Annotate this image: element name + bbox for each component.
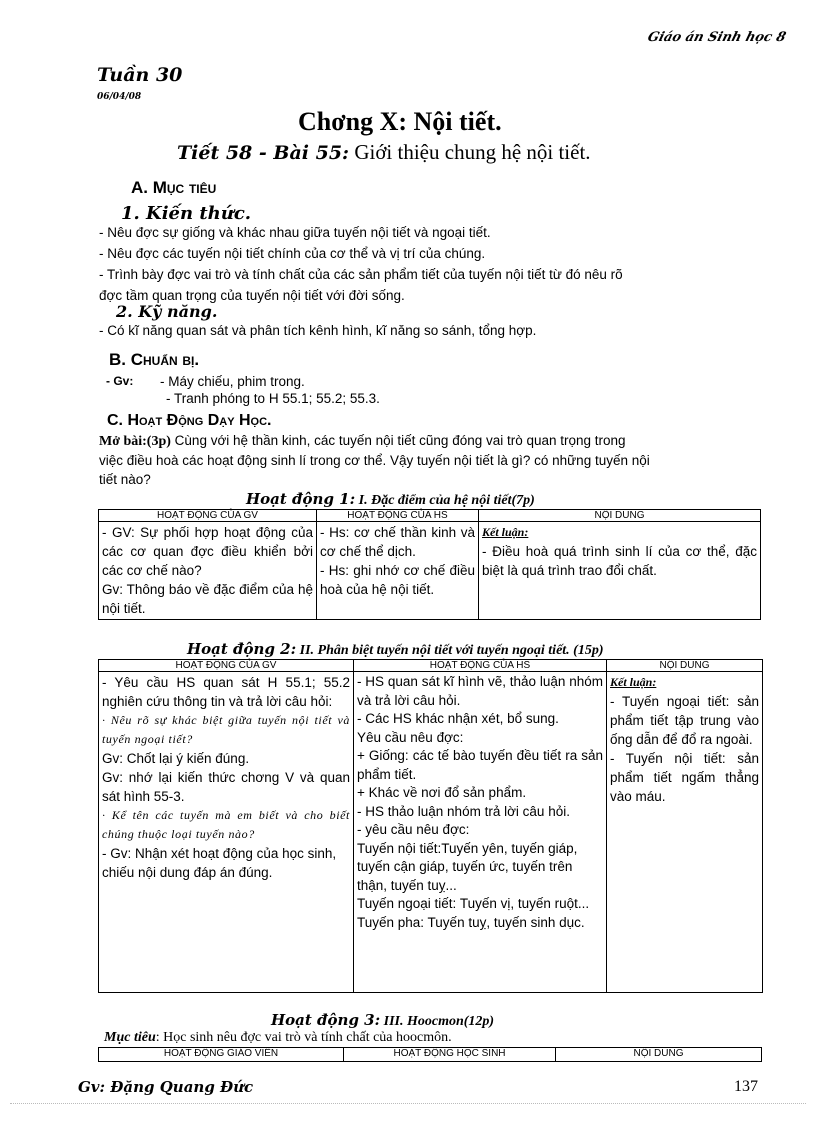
a2-conclusion-line: - Tuyến ngoại tiết: sản phẩm tiết tập trung vào ống dẫn để đổ ra ngoài.	[610, 694, 759, 747]
skills-line: - Có kĩ năng quan sát và phân tích kênh hình, kĩ năng so sánh, tổng hợp.	[99, 323, 537, 338]
page-divider	[10, 1103, 806, 1104]
a2-hs-line: - Các HS khác nhận xét, bổ sung.	[357, 711, 559, 726]
lesson-title	[177, 140, 591, 165]
chapter-title: Chơng X: Nội tiết.	[298, 107, 502, 136]
intro-line: việc điều hoà các hoạt động sinh lí trong cơ thể. Vậy tuyến nội tiết là gì? có những tuyến nội	[99, 453, 650, 468]
a1-conclusion-text: - Điều hoà quá trình sinh lí của cơ thể, đặc biệt là quá trình trao đổi chất.	[482, 544, 757, 578]
activity2-title	[187, 640, 604, 659]
activity1-rest: I. Đặc điểm của hệ nội tiết(7p)	[355, 493, 535, 508]
section-c-heading: C. Hoạt Động Dạy Học.	[107, 412, 272, 429]
a2-conclusion-label: Kết luận:	[610, 675, 657, 689]
section-b-heading: B. Chuẩn bị.	[109, 350, 200, 369]
a2-gv-question: · Kể tên các tuyến mà em biết và cho biết chúng thuộc loại tuyến nào?	[102, 808, 350, 841]
a2-header-content: NỘI DUNG	[607, 660, 763, 672]
activity3-prefix: Hoạt động 3:	[271, 1011, 381, 1029]
a2-hs-line: - yêu cầu nêu đợc:	[357, 822, 470, 837]
activity1-table	[98, 509, 761, 620]
skills-heading: 2. Kỹ năng.	[116, 302, 218, 321]
a2-gv-question: · Nêu rõ sự khác biệt giữa tuyến nội tiết và tuyến ngoại tiết?	[102, 713, 350, 746]
activity3-table	[98, 1047, 762, 1062]
header-top-right: Giáo án Sinh học 8	[645, 30, 788, 45]
knowledge-heading: 1. Kiến thức.	[121, 203, 252, 224]
a2-hs-line: Tuyến pha: Tuyến tuỵ, tuyến sinh dục.	[357, 914, 585, 930]
activity2-table	[98, 659, 763, 993]
a2-gv-line: - Gv: Nhận xét hoạt động của học sinh, chiếu nội dung đáp án đúng.	[102, 846, 337, 880]
footer-author: Gv: Đặng Quang Đức	[78, 1078, 254, 1096]
activity2-prefix: Hoạt động 2:	[187, 640, 297, 658]
a2-hs-line: + Khác về nơi đổ sản phẩm.	[357, 785, 527, 800]
intro-paragraph	[99, 431, 769, 489]
a1-header-gv: HOẠT ĐỘNG CỦA GV	[99, 510, 317, 522]
knowledge-line: - Nêu đợc các tuyến nội tiết chính của cơ thể và vị trí của chúng.	[99, 246, 486, 261]
a1-hs-line: - Hs: ghi nhớ cơ chế điều hoà của hệ nội tiết.	[320, 563, 475, 597]
a2-gv-line: Gv: Chốt lại ý kiến đúng.	[102, 751, 250, 766]
a1-hs-line: - Hs: cơ chế thần kinh và cơ chế thể dịch.	[320, 525, 475, 559]
activity3-goal-text: : Học sinh nêu đợc vai trò và tính chất của hoocmôn.	[155, 1030, 452, 1045]
lesson-prefix: Tiết 58 - Bài 55:	[177, 142, 350, 164]
a3-header-hs: HOẠT ĐỘNG HỌC SINH	[344, 1048, 556, 1062]
a1-gv-line: Gv: Thông báo về đặc điểm của hệ nội tiết.	[102, 582, 313, 616]
date-label: 06/04/08	[97, 92, 142, 102]
activity3-title	[271, 1011, 494, 1030]
lesson-name: Giới thiệu chung hệ nội tiết.	[354, 140, 591, 164]
a2-hs-line: Tuyến nội tiết:Tuyến yên, tuyến giáp, tuyến cận giáp, tuyến ức, tuyến trên thận, tuyến tuỵ...	[357, 840, 578, 893]
week-label: Tuần 30	[97, 64, 183, 86]
a2-conclusion-line: - Tuyến nội tiết: sản phẩm tiết ngấm thẳng vào máu.	[610, 751, 759, 804]
a2-hs-cell	[354, 672, 607, 993]
a1-conclusion-label: Kết luận:	[482, 525, 529, 539]
intro-line: tiết nào?	[99, 472, 151, 487]
a1-content-cell	[479, 522, 761, 620]
a2-hs-line: + Giống: các tế bào tuyến đều tiết ra sản phẩm tiết.	[357, 748, 603, 782]
section-a-heading: A. Mục tiêu	[131, 178, 217, 197]
activity1-title	[246, 490, 535, 509]
a1-header-hs: HOẠT ĐỘNG CỦA HS	[317, 510, 479, 522]
a2-content-cell	[607, 672, 763, 993]
a2-hs-line: - HS quan sát kĩ hình vẽ, thảo luận nhóm và trả lời câu hỏi.	[357, 674, 603, 708]
gv-prep-lines	[160, 373, 380, 407]
gv-prep-line: - Tranh phóng to H 55.1; 55.2; 55.3.	[166, 391, 380, 406]
a2-hs-line: Tuyến ngoại tiết: Tuyến vị, tuyến ruột...	[357, 896, 590, 911]
a2-gv-cell	[99, 672, 354, 993]
gv-prep-line: - Máy chiếu, phim trong.	[160, 374, 305, 389]
activity3-goal	[104, 1030, 452, 1046]
activity1-prefix: Hoạt động 1:	[246, 490, 356, 508]
activity3-rest: III. Hoocmon(12p)	[380, 1014, 495, 1029]
page-number: 137	[734, 1078, 758, 1095]
a1-header-content: NỘI DUNG	[479, 510, 761, 522]
a2-header-gv: HOẠT ĐỘNG CỦA GV	[99, 660, 354, 672]
a3-header-gv: HOẠT ĐỘNG GIÁO VIÊN	[99, 1048, 344, 1062]
activity3-goal-label: Mục tiêu	[104, 1030, 156, 1045]
intro-line: Cùng với hệ thần kinh, các tuyến nội tiết cũng đóng vai trò quan trọng trong	[170, 433, 626, 448]
a2-hs-line: - HS thảo luận nhóm trả lời câu hỏi.	[357, 803, 570, 819]
a2-gv-line: Gv: nhớ lại kiến thức chơng V và quan sát hình 55-3.	[102, 770, 350, 804]
a2-gv-line: - Yêu cầu HS quan sát H 55.1; 55.2 nghiên cứu thông tin và trả lời câu hỏi:	[102, 675, 350, 709]
activity2-rest: II. Phân biệt tuyến nội tiết với tuyến ngoại tiết. (15p)	[296, 643, 604, 658]
knowledge-line: - Trình bày đợc vai trò và tính chất của các sản phẩm tiết của tuyến nội tiết từ đó nêu rõ	[99, 267, 623, 282]
knowledge-line: - Nêu đợc sự giống và khác nhau giữa tuyến nội tiết và ngoại tiết.	[99, 225, 491, 240]
knowledge-lines	[99, 222, 623, 306]
knowledge-line: đợc tầm quan trọng của tuyến nội tiết với đời sống.	[99, 288, 405, 303]
a1-hs-cell	[317, 522, 479, 620]
a2-hs-line: Yêu cầu nêu đợc:	[357, 729, 464, 745]
gv-label: - Gv:	[106, 374, 134, 388]
a1-gv-line: - GV: Sự phối hợp hoạt động của các cơ quan đợc điều khiển bởi các cơ chế nào?	[102, 525, 313, 578]
a2-header-hs: HOẠT ĐỘNG CỦA HS	[354, 660, 607, 672]
a3-header-content: NỘI DUNG	[556, 1048, 762, 1062]
intro-label: Mở bài:(3p)	[99, 434, 171, 449]
a1-gv-cell	[99, 522, 317, 620]
